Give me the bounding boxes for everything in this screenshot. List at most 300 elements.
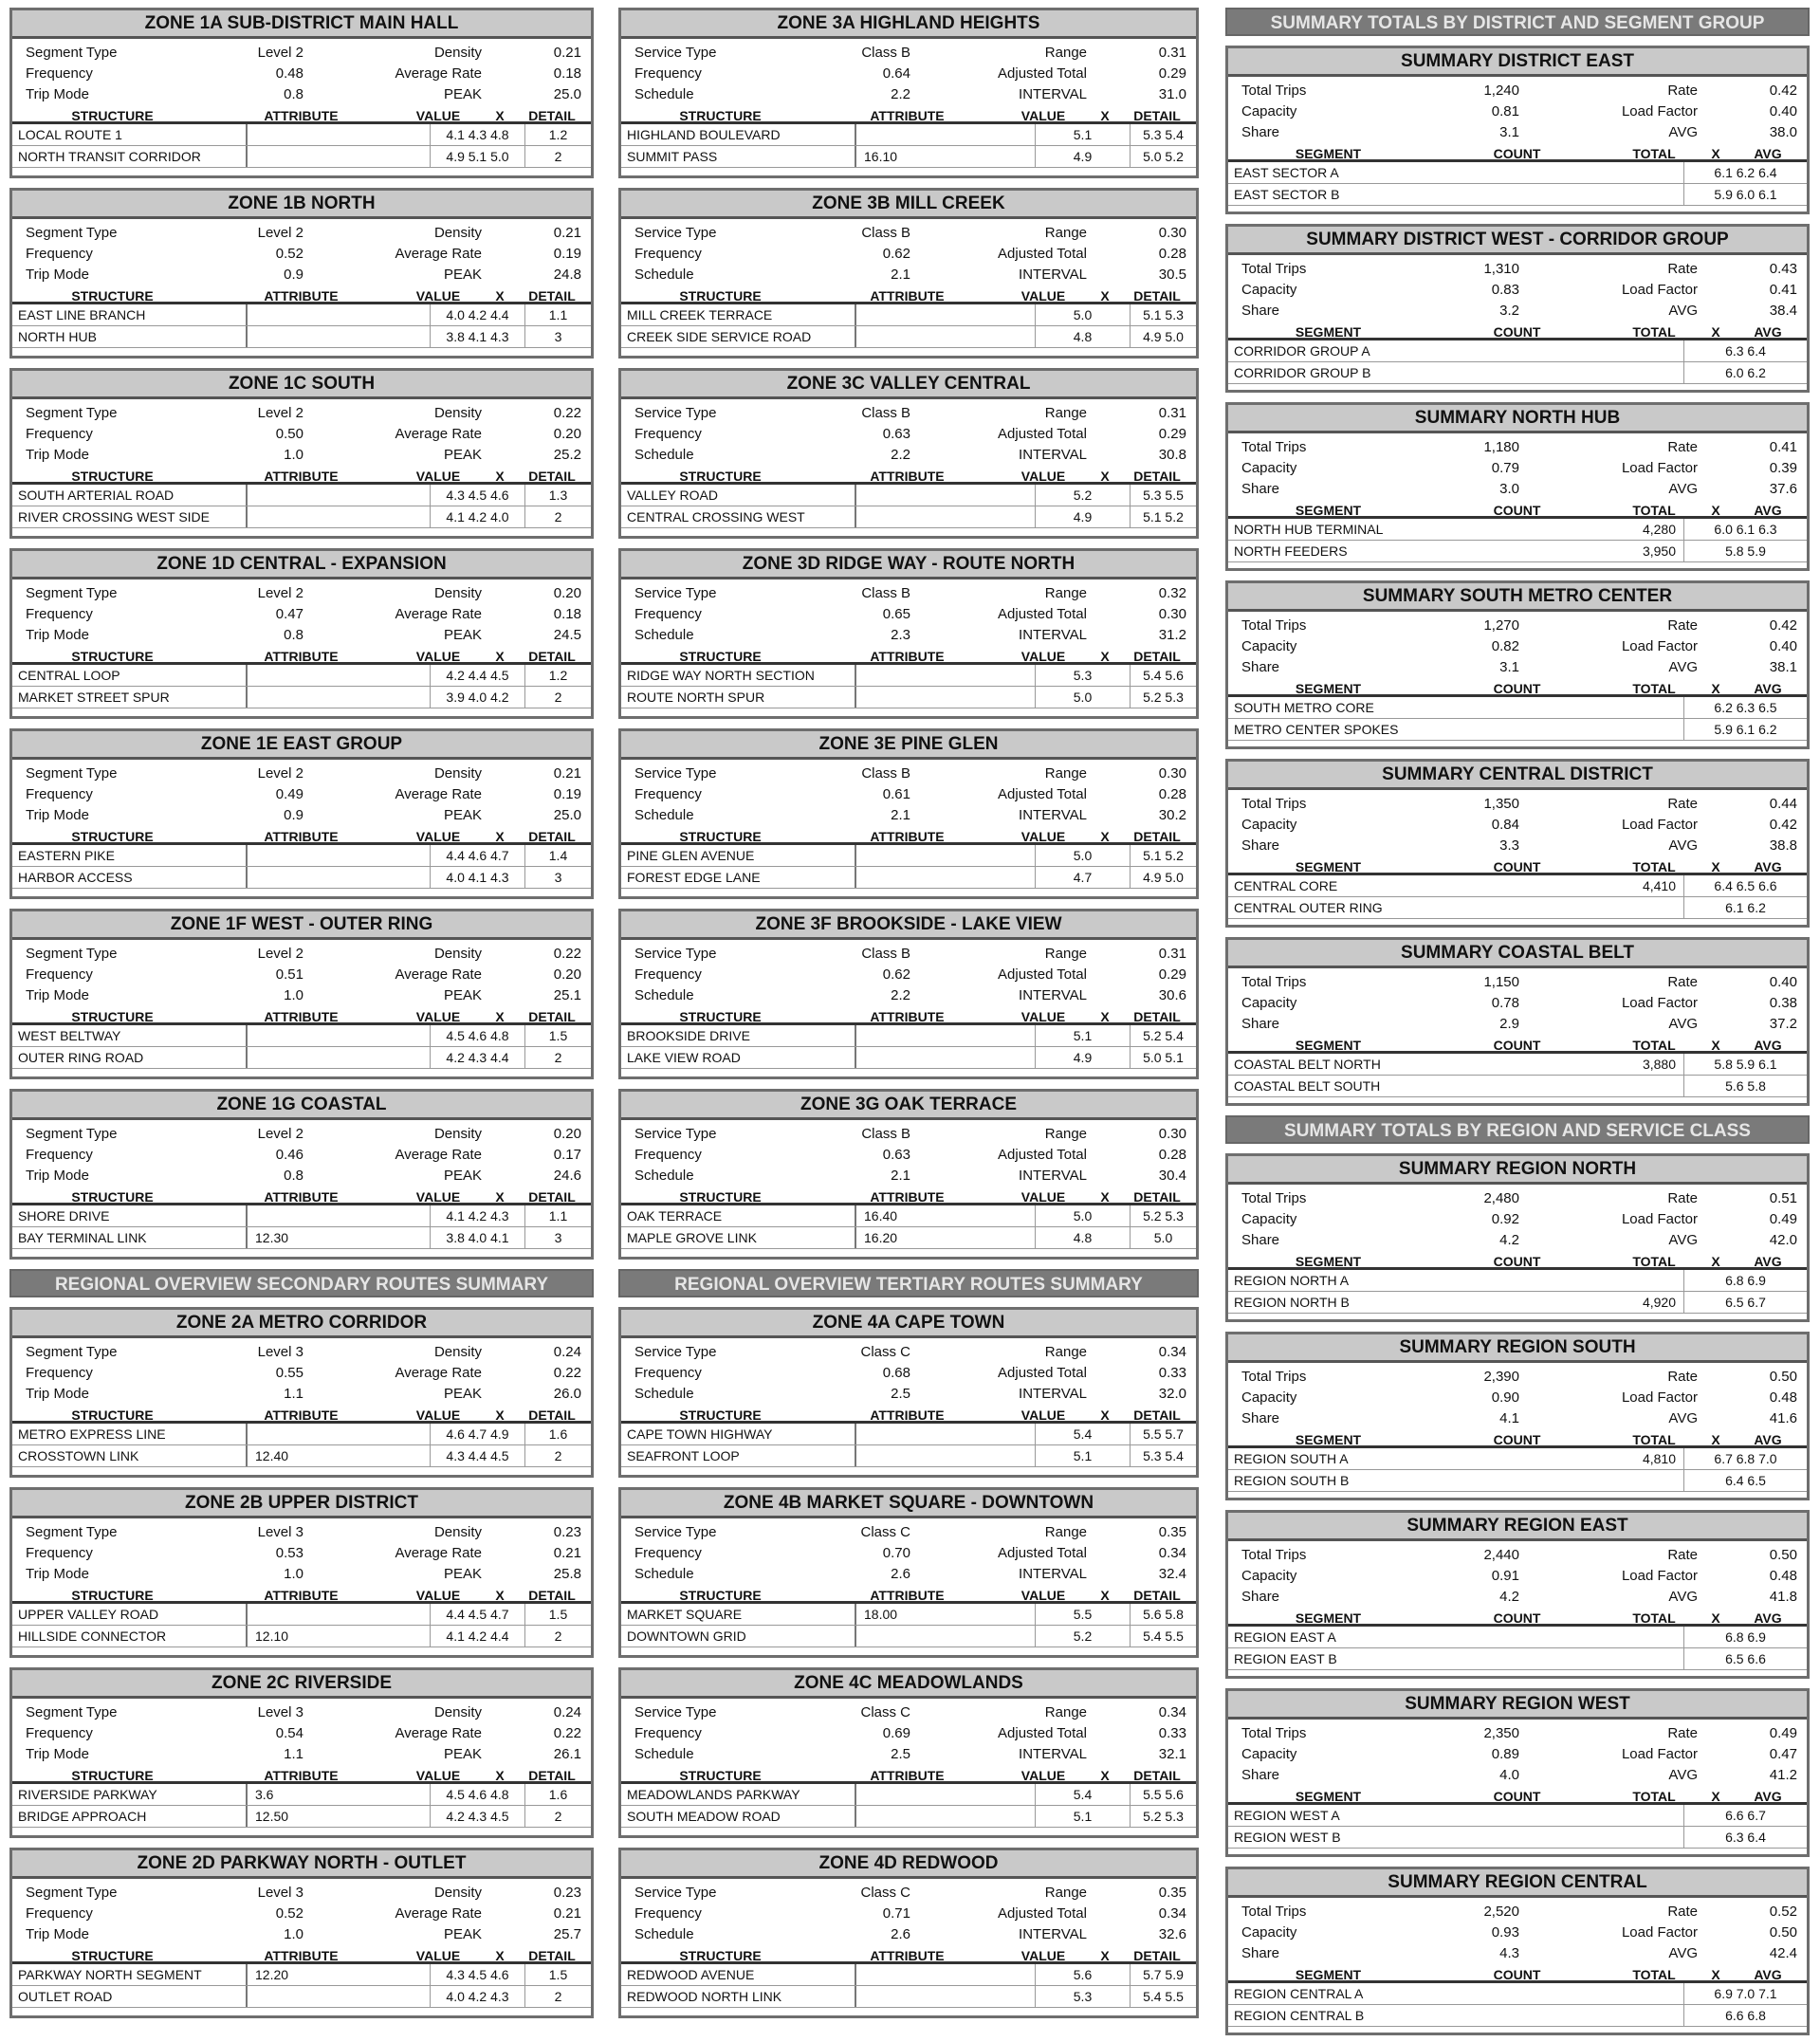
row-name: SHORE DRIVE	[18, 1208, 110, 1223]
column-header-cell: VALUE	[415, 649, 461, 662]
row-value: 6.8 6.9	[1683, 1270, 1807, 1291]
stat-label: Share	[1241, 481, 1280, 497]
row-detail: 5.3 5.4	[1130, 124, 1196, 145]
stat-value: 1,270	[1483, 617, 1519, 634]
stat-label: Share	[1241, 659, 1280, 675]
stat-label: Service Type	[634, 1885, 717, 1901]
column-header	[621, 468, 1196, 485]
column-header-cell: AVG	[1754, 503, 1782, 516]
stat-value: 2.2	[891, 86, 910, 102]
stat-label: PEAK	[443, 86, 482, 102]
row-name: MILL CREEK TERRACE	[627, 307, 773, 322]
column-header-cell: COUNT	[1493, 1254, 1541, 1267]
column-header-cell: VALUE	[415, 829, 461, 842]
stat-label: Frequency	[634, 1905, 702, 1922]
stat-label: PEAK	[443, 1386, 482, 1402]
column-header-cell: X	[495, 108, 505, 121]
stat-value: Level 2	[257, 585, 303, 601]
stats-grid	[12, 39, 591, 107]
row-value: 4.1 4.2 4.0	[430, 506, 524, 527]
row-value: 4.0 4.2 4.3	[430, 1986, 524, 2007]
row-name: RIDGE WAY NORTH SECTION	[627, 668, 815, 683]
stat-label: Capacity	[1241, 1924, 1297, 1941]
row-attribute	[855, 1986, 1035, 2007]
row-detail: 5.1 5.2	[1130, 845, 1196, 866]
column-header-cell: STRUCTURE	[71, 1407, 154, 1421]
table-row	[621, 146, 1196, 168]
stat-value: 0.23	[553, 1524, 581, 1540]
stat-label: Capacity	[1241, 1568, 1297, 1584]
stat-label: Segment Type	[26, 1344, 118, 1360]
stat-value: 0.44	[1769, 796, 1797, 812]
column-header-cell: STRUCTURE	[71, 469, 154, 482]
column-header-cell: TOTAL	[1632, 503, 1676, 516]
stat-value: 30.2	[1158, 807, 1186, 823]
column-header-cell: SEGMENT	[1295, 324, 1362, 338]
row-attribute: 16.20	[855, 1227, 1035, 1248]
stat-value: 0.24	[553, 1704, 581, 1720]
row-attribute	[855, 1964, 1035, 1985]
row-detail: 1.2	[524, 124, 591, 145]
stat-label: Range	[1044, 1885, 1087, 1901]
row-detail: 5.0 5.2	[1130, 146, 1196, 167]
stat-value: Class C	[860, 1885, 910, 1901]
column-header	[1228, 502, 1807, 519]
row-detail: 2	[524, 506, 591, 527]
row-detail: 5.2 5.3	[1130, 1806, 1196, 1827]
stat-label: Schedule	[634, 627, 694, 643]
stat-value: Level 3	[257, 1885, 303, 1901]
row-value: 4.8	[1035, 1227, 1130, 1248]
column-header-cell: DETAIL	[1133, 1948, 1181, 1961]
stat-value: 4.3	[1499, 1945, 1519, 1961]
table-row	[12, 1784, 591, 1806]
column-header	[621, 648, 1196, 665]
row-name: WEST BELTWAY	[18, 1028, 121, 1043]
stats-grid	[1228, 1185, 1807, 1253]
column-header-cell: ATTRIBUTE	[264, 1407, 339, 1421]
stat-value: Level 2	[257, 765, 303, 782]
column-header-cell: VALUE	[1020, 1009, 1066, 1022]
row-name: REGION SOUTH A	[1234, 1451, 1349, 1466]
stat-value: 2,520	[1483, 1904, 1519, 1920]
stat-label: Total Trips	[1241, 974, 1307, 990]
stat-label: Frequency	[634, 1147, 702, 1163]
stat-value: 0.79	[1491, 460, 1519, 476]
data-card	[1225, 1688, 1810, 1857]
row-detail: 3	[524, 326, 591, 347]
stat-label: INTERVAL	[1019, 267, 1087, 283]
row-attribute	[246, 485, 430, 506]
data-card	[1225, 46, 1810, 214]
stat-label: Share	[1241, 124, 1280, 140]
table-row	[12, 1424, 591, 1445]
stat-value: 2.1	[891, 267, 910, 283]
column-header-cell: STRUCTURE	[679, 108, 762, 121]
row-attribute	[855, 665, 1035, 686]
stat-value: Class B	[861, 1126, 910, 1142]
stat-label: AVG	[1668, 1016, 1698, 1032]
stats-grid	[12, 1120, 591, 1188]
table-row	[1228, 541, 1807, 562]
table-rows	[12, 845, 591, 889]
row-detail: 5.1 5.2	[1130, 506, 1196, 527]
stat-value: 24.6	[553, 1168, 581, 1184]
row-value: 5.8 5.9	[1683, 541, 1807, 561]
stat-value: 0.70	[882, 1545, 910, 1561]
row-value: 6.1 6.2	[1683, 897, 1807, 918]
column-header-cell: VALUE	[1020, 1948, 1066, 1961]
card-title: SUMMARY DISTRICT EAST	[1228, 48, 1807, 77]
row-detail: 1.4	[524, 845, 591, 866]
row-value: 4.1 4.2 4.4	[430, 1626, 524, 1646]
stats-grid	[1228, 255, 1807, 323]
stat-label: PEAK	[443, 807, 482, 823]
stat-label: Share	[1241, 1232, 1280, 1248]
column-header-cell: DETAIL	[528, 1189, 576, 1203]
stat-value: 30.8	[1158, 447, 1186, 463]
stat-value: 1,240	[1483, 83, 1519, 99]
table-rows	[621, 124, 1196, 168]
row-attribute	[246, 124, 430, 145]
row-detail: 5.1 5.3	[1130, 304, 1196, 325]
stat-label: Average Rate	[395, 1725, 482, 1741]
stat-label: Density	[433, 1344, 482, 1360]
column-header-cell: VALUE	[1020, 108, 1066, 121]
stat-label: Range	[1044, 45, 1087, 61]
stat-label: AVG	[1668, 481, 1698, 497]
table-rows	[12, 665, 591, 708]
column-header-cell: AVG	[1754, 1967, 1782, 1980]
card-title: ZONE 1F WEST - OUTER RING	[12, 911, 591, 940]
table-row	[12, 1964, 591, 1986]
stat-label: Load Factor	[1621, 460, 1698, 476]
stat-label: Service Type	[634, 1126, 717, 1142]
left-column	[9, 8, 594, 2028]
row-value: 5.0	[1035, 845, 1130, 866]
column-header-cell: X	[495, 288, 505, 302]
data-card	[1225, 402, 1810, 571]
row-attribute	[246, 326, 430, 347]
stat-value: 0.29	[1158, 966, 1186, 983]
stat-label: Range	[1044, 946, 1087, 962]
column-header-cell: X	[495, 1588, 505, 1601]
table-rows	[621, 1025, 1196, 1069]
column-header-cell: SEGMENT	[1295, 1789, 1362, 1802]
row-detail: 5.3 5.5	[1130, 485, 1196, 506]
stat-value: 4.2	[1499, 1589, 1519, 1605]
column-header-cell: ATTRIBUTE	[870, 1768, 945, 1781]
stat-value: 38.4	[1769, 303, 1797, 319]
stat-label: Capacity	[1241, 1211, 1297, 1227]
stat-value: Class B	[861, 45, 910, 61]
row-detail: 5.3 5.4	[1130, 1445, 1196, 1466]
row-value: 5.0	[1035, 687, 1130, 708]
stat-label: Frequency	[634, 65, 702, 82]
stat-label: Average Rate	[395, 606, 482, 622]
row-value: 4.2 4.3 4.4	[430, 1047, 524, 1068]
row-value: 6.0 6.1 6.3	[1683, 519, 1807, 540]
stat-label: Frequency	[634, 786, 702, 802]
stat-value: 0.33	[1158, 1725, 1186, 1741]
row-value: 5.1	[1035, 1806, 1130, 1827]
stat-value: 0.28	[1158, 246, 1186, 262]
row-value: 6.5 6.6	[1683, 1648, 1807, 1669]
row-attribute: 4,280	[1642, 522, 1676, 537]
stat-value: 0.63	[882, 426, 910, 442]
stat-label: Adjusted Total	[998, 1545, 1087, 1561]
stat-value: 0.82	[1491, 638, 1519, 654]
row-name: CORRIDOR GROUP B	[1234, 365, 1371, 380]
column-header	[621, 287, 1196, 304]
stat-label: Service Type	[634, 585, 717, 601]
row-name: CORRIDOR GROUP A	[1234, 343, 1370, 359]
row-detail: 5.4 5.5	[1130, 1626, 1196, 1646]
data-card	[1225, 1332, 1810, 1500]
row-attribute	[855, 845, 1035, 866]
row-value: 4.2 4.3 4.5	[430, 1806, 524, 1827]
card-title: ZONE 3C VALLEY CENTRAL	[621, 371, 1196, 399]
stat-value: 0.30	[1158, 765, 1186, 782]
row-value: 6.2 6.3 6.5	[1683, 697, 1807, 718]
row-attribute	[855, 326, 1035, 347]
stat-label: Trip Mode	[26, 987, 89, 1003]
table-row	[621, 485, 1196, 506]
stat-label: Density	[433, 1885, 482, 1901]
column-header-cell: X	[1711, 1254, 1720, 1267]
row-name: METRO CENTER SPOKES	[1234, 722, 1399, 737]
row-attribute	[855, 1025, 1035, 1046]
row-attribute: 12.30	[246, 1227, 430, 1248]
stat-value: 25.1	[553, 987, 581, 1003]
column-header-cell: X	[1100, 1407, 1110, 1421]
stat-value: 0.71	[882, 1905, 910, 1922]
row-attribute	[246, 146, 430, 167]
table-row	[12, 1445, 591, 1467]
stats-grid	[621, 940, 1196, 1008]
column-header-cell: X	[1100, 1948, 1110, 1961]
row-detail: 2	[524, 1986, 591, 2007]
table-row	[12, 304, 591, 326]
stat-value: 0.31	[1158, 946, 1186, 962]
stat-value: 0.20	[553, 1126, 581, 1142]
row-detail: 1.5	[524, 1025, 591, 1046]
row-name: HARBOR ACCESS	[18, 870, 133, 885]
stat-label: Segment Type	[26, 946, 118, 962]
row-name: CENTRAL LOOP	[18, 668, 120, 683]
row-attribute	[855, 1784, 1035, 1805]
stat-label: Range	[1044, 1126, 1087, 1142]
stat-label: Load Factor	[1621, 1211, 1698, 1227]
row-attribute	[855, 124, 1035, 145]
column-header-cell: STRUCTURE	[71, 1768, 154, 1781]
row-value: 3.8 4.1 4.3	[430, 326, 524, 347]
column-header-cell: ATTRIBUTE	[264, 649, 339, 662]
stat-label: AVG	[1668, 303, 1698, 319]
stat-label: Frequency	[634, 426, 702, 442]
row-attribute	[1522, 340, 1683, 361]
stat-label: Frequency	[26, 786, 93, 802]
card-title: ZONE 1G COASTAL	[12, 1092, 591, 1120]
stat-value: 0.8	[284, 627, 303, 643]
table-rows	[1228, 697, 1807, 741]
row-value: 4.5 4.6 4.8	[430, 1784, 524, 1805]
row-name: RIVER CROSSING WEST SIDE	[18, 509, 210, 524]
stat-value: Level 2	[257, 405, 303, 421]
row-value: 5.9 6.1 6.2	[1683, 719, 1807, 740]
table-row	[1228, 1270, 1807, 1292]
column-header-cell: X	[1711, 324, 1720, 338]
stat-value: Level 2	[257, 1126, 303, 1142]
table-row	[621, 1986, 1196, 2008]
stat-value: 0.48	[275, 65, 303, 82]
row-attribute	[1522, 1270, 1683, 1291]
stat-value: 32.1	[1158, 1746, 1186, 1762]
section-band: REGIONAL OVERVIEW TERTIARY ROUTES SUMMARY	[618, 1269, 1199, 1297]
column-header-cell: VALUE	[415, 108, 461, 121]
table-rows	[1228, 162, 1807, 206]
column-header-cell: SEGMENT	[1295, 681, 1362, 694]
column-header-cell: VALUE	[415, 469, 461, 482]
data-card	[618, 1487, 1199, 1658]
stat-label: Frequency	[634, 1725, 702, 1741]
row-attribute	[1522, 1627, 1683, 1647]
stat-label: INTERVAL	[1019, 447, 1087, 463]
stat-value: 30.5	[1158, 267, 1186, 283]
row-name: REGION NORTH A	[1234, 1273, 1350, 1288]
stat-label: AVG	[1668, 1945, 1698, 1961]
data-card	[9, 1307, 594, 1478]
stat-value: 0.31	[1158, 405, 1186, 421]
row-name: BROOKSIDE DRIVE	[627, 1028, 750, 1043]
table-row	[621, 845, 1196, 867]
stat-label: Trip Mode	[26, 1168, 89, 1184]
table-row	[1228, 184, 1807, 206]
stat-value: 24.8	[553, 267, 581, 283]
stat-label: INTERVAL	[1019, 1386, 1087, 1402]
table-row	[1228, 519, 1807, 541]
row-value: 5.3	[1035, 665, 1130, 686]
column-header-cell: X	[495, 1407, 505, 1421]
stat-value: 0.40	[1769, 974, 1797, 990]
stat-label: Capacity	[1241, 1389, 1297, 1406]
column-header-cell: ATTRIBUTE	[264, 1009, 339, 1022]
stat-label: Service Type	[634, 1704, 717, 1720]
row-detail: 4.9 5.0	[1130, 326, 1196, 347]
row-value: 4.2 4.4 4.5	[430, 665, 524, 686]
row-attribute	[855, 867, 1035, 888]
stat-label: Density	[433, 1704, 482, 1720]
column-header-cell: STRUCTURE	[71, 288, 154, 302]
column-header-cell: ATTRIBUTE	[870, 829, 945, 842]
stat-value: Level 2	[257, 225, 303, 241]
row-name: DOWNTOWN GRID	[627, 1628, 746, 1644]
column-header-cell: ATTRIBUTE	[264, 288, 339, 302]
column-header-cell: VALUE	[415, 1588, 461, 1601]
column-header-cell: VALUE	[415, 1768, 461, 1781]
column-header-cell: STRUCTURE	[679, 1768, 762, 1781]
row-attribute	[246, 665, 430, 686]
column-header-cell: DETAIL	[1133, 649, 1181, 662]
stat-label: INTERVAL	[1019, 987, 1087, 1003]
table-row	[12, 665, 591, 687]
data-card	[9, 1848, 594, 2018]
stat-label: Rate	[1667, 974, 1698, 990]
stat-value: 0.63	[882, 1147, 910, 1163]
stat-value: 2,390	[1483, 1369, 1519, 1385]
stat-value: 0.89	[1491, 1746, 1519, 1762]
stat-value: 0.31	[1158, 45, 1186, 61]
stat-label: Trip Mode	[26, 447, 89, 463]
table-rows	[1228, 519, 1807, 562]
column-header-cell: ATTRIBUTE	[870, 1948, 945, 1961]
stat-value: 2.3	[891, 627, 910, 643]
stat-value: 3.3	[1499, 837, 1519, 854]
stat-label: Load Factor	[1621, 995, 1698, 1011]
stat-label: Density	[433, 1126, 482, 1142]
table-row	[1228, 1983, 1807, 2005]
column-header-cell: AVG	[1754, 1610, 1782, 1624]
stat-value: 25.7	[553, 1926, 581, 1942]
column-header-cell: ATTRIBUTE	[870, 108, 945, 121]
stat-label: PEAK	[443, 447, 482, 463]
column-header-cell: STRUCTURE	[71, 1009, 154, 1022]
stat-label: Capacity	[1241, 817, 1297, 833]
column-header	[12, 828, 591, 845]
stat-label: Schedule	[634, 267, 694, 283]
stat-label: Trip Mode	[26, 627, 89, 643]
stat-label: Frequency	[634, 966, 702, 983]
column-header-cell: SEGMENT	[1295, 1610, 1362, 1624]
column-header-cell: TOTAL	[1632, 681, 1676, 694]
stats-grid	[621, 39, 1196, 107]
row-value: 6.0 6.2	[1683, 362, 1807, 383]
row-name: LOCAL ROUTE 1	[18, 127, 122, 142]
row-name: REGION EAST A	[1234, 1629, 1336, 1645]
row-detail: 2	[524, 146, 591, 167]
stat-label: Frequency	[26, 426, 93, 442]
stat-value: 0.91	[1491, 1568, 1519, 1584]
stat-value: Level 2	[257, 45, 303, 61]
table-row	[1228, 697, 1807, 719]
stat-value: 0.17	[553, 1147, 581, 1163]
table-row	[12, 687, 591, 708]
column-header-cell: AVG	[1754, 146, 1782, 159]
stat-value: 26.1	[553, 1746, 581, 1762]
row-detail: 1.3	[524, 485, 591, 506]
stats-grid	[621, 579, 1196, 648]
data-card	[9, 368, 594, 539]
data-card	[618, 909, 1199, 1079]
column-header	[1228, 1966, 1807, 1983]
row-detail: 1.5	[524, 1604, 591, 1625]
stat-label: INTERVAL	[1019, 1566, 1087, 1582]
table-rows	[621, 1964, 1196, 2008]
column-header	[621, 1188, 1196, 1205]
data-card	[618, 8, 1199, 178]
stat-label: Range	[1044, 1704, 1087, 1720]
stat-label: Rate	[1667, 1904, 1698, 1920]
row-value: 5.5	[1035, 1604, 1130, 1625]
column-header-cell: STRUCTURE	[71, 1588, 154, 1601]
table-row	[12, 845, 591, 867]
card-title: SUMMARY REGION NORTH	[1228, 1156, 1807, 1185]
stat-label: Trip Mode	[26, 1746, 89, 1762]
stats-grid	[12, 760, 591, 828]
table-row	[621, 867, 1196, 889]
table-row	[12, 1205, 591, 1227]
stats-grid	[12, 399, 591, 468]
